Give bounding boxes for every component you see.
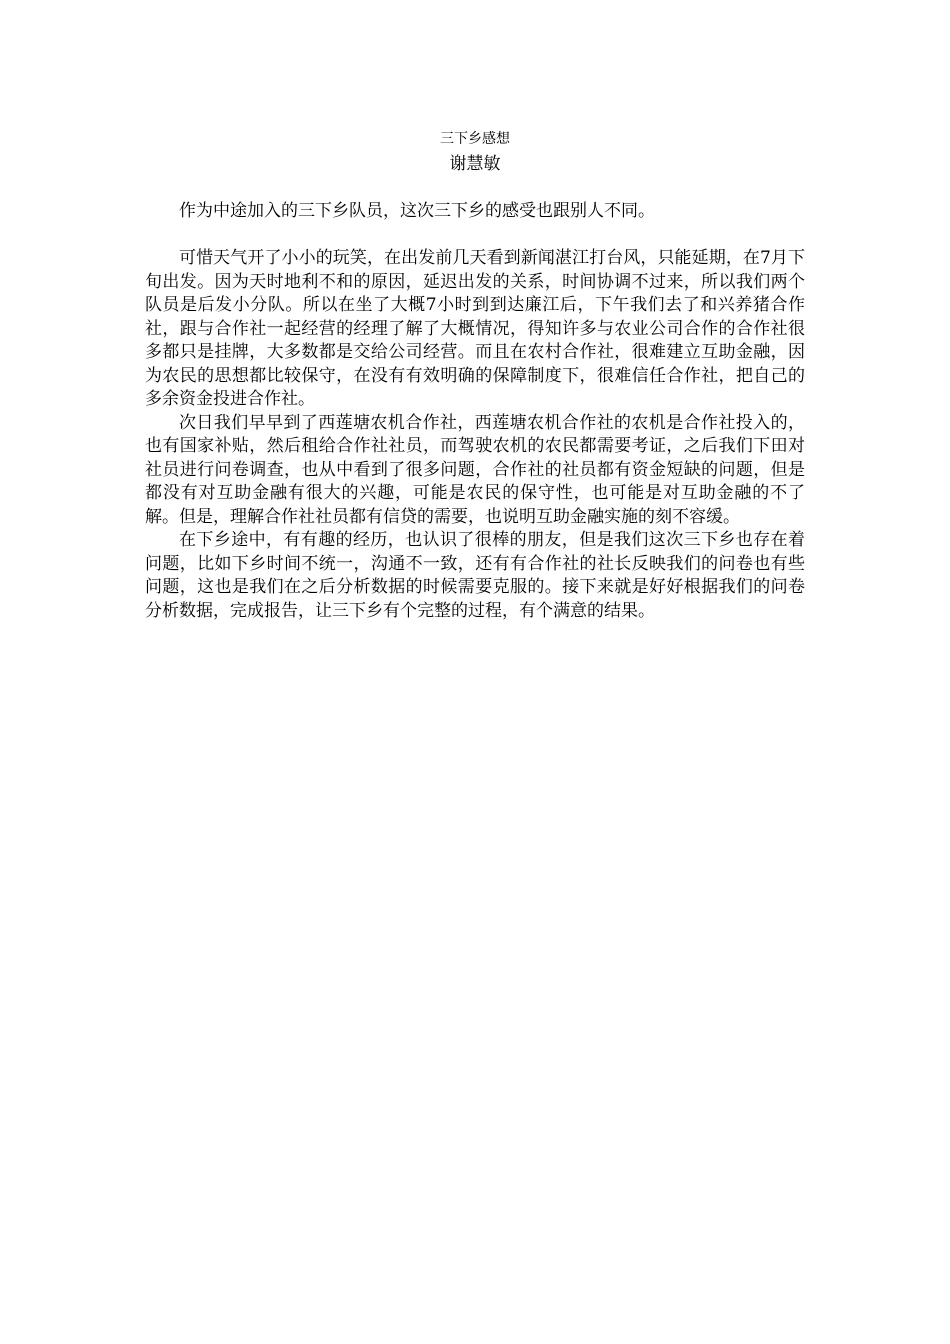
author-name: 谢慧敏 bbox=[449, 154, 501, 174]
paragraph-first-day: 可惜天气开了小小的玩笑，在出发前几天看到新闻湛江打台风，只能延期，在7月下旬出发。因为天时地利不和的原因，延迟出发的关系，时间协调不过来，所以我们两个队员是后发小分队。所以在坐了大概7小时到到达廉江后，下午我们去了和兴养猪合作社，跟与合作社一起经营的经理了解了大概情况，得知许多与农业公司合作的合作社很多都只是挂牌，大多数都是交给公司经营。而且在农村合作社，很难建立互助金融，因为农民的思想都比较保守，在没有有效明确的保障制度下，很难信任合作社，把自己的多余资金投进合作社。 bbox=[145, 248, 805, 409]
paragraph-reflection: 在下乡途中，有有趣的经历，也认识了很棒的朋友，但是我们这次三下乡也存在着问题，比如下乡时间不统一，沟通不一致，还有有合作社的社长反映我们的问卷也有些问题，这也是我们在之后分析数据的时候需要克服的。接下来就是好好根据我们的问卷分析数据，完成报告，让三下乡有个完整的过程，有个满意的结果。 bbox=[145, 530, 805, 621]
paragraph-intro: 作为中途加入的三下乡队员，这次三下乡的感受也跟别人不同。 bbox=[179, 201, 655, 221]
paragraph-second-day: 次日我们早早到了西莲塘农机合作社，西莲塘农机合作社的农机是合作社投入的，也有国家补贴，然后租给合作社社员，而驾驶农机的农民都需要考证，之后我们下田对社员进行问卷调查，也从中看到了很多问题，合作社的社员都有资金短缺的问题，但是都没有对互助金融有很大的兴趣，可能是农民的保守性，也可能是对互助金融的不了解。但是，理解合作社社员都有信贷的需要，也说明互助金融实施的刻不容缓。 bbox=[145, 412, 805, 527]
document-title: 三下乡感想 bbox=[440, 131, 510, 147]
document-body bbox=[145, 200, 805, 623]
